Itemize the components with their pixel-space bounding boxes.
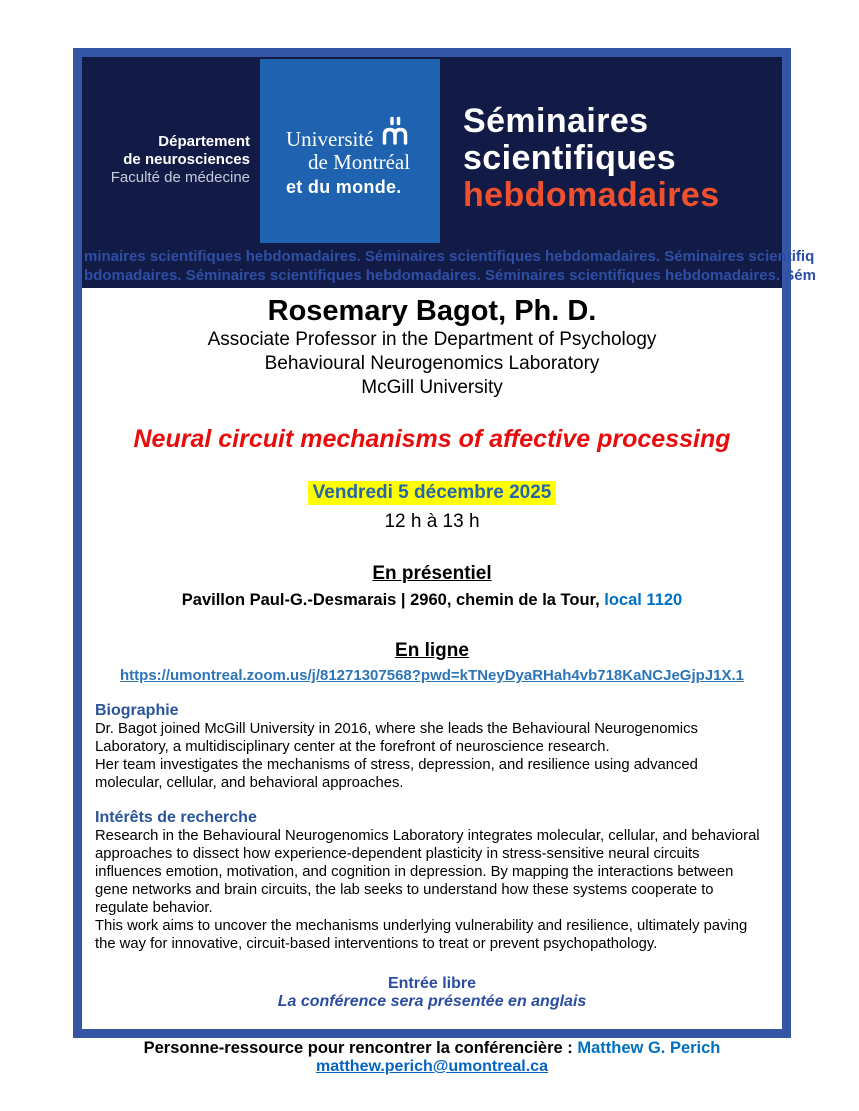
zoom-link-row [95,667,769,685]
location-room: local 1120 [604,591,683,609]
faculty-name: Faculté de médecine [110,169,250,186]
biography-paragraph-1: Dr. Bagot joined McGill University in 2016, where she leads the Behavioural Neurogenomics Laboratory, a multidisciplinary center at the forefront of neuroscience research. [95,721,698,755]
contact-email-row [95,1058,769,1076]
poster-body [82,295,782,1076]
location-text: Pavillon Paul-G.-Desmarais | 2960, chemin de la Tour, [181,591,600,609]
header-ticker [84,247,816,285]
research-paragraph-1: Research in the Behavioural Neurogenomics Laboratory integrates molecular, cellular, and behavioral approaches to dissect how experience-dependent plasticity in stress-sensitive neural circuits influences emotion, motivation, and cognition in depression. By mapping the interactions between gene networks and brain circuits, the lab seeks to understand how these systems cooperate to regulate behavior. [95,828,760,916]
poster-frame [73,48,816,1075]
research-interests-heading: Intérêts de recherche [95,809,257,826]
zoom-meeting-link[interactable]: https://umontreal.zoom.us/j/81271307568?pwd=kTNeyDyaRHah4vb718KaNCJeGjpJ1X.1 [120,667,744,684]
admission-note: Entrée libre [387,975,477,992]
talk-date-highlight: Vendredi 5 décembre 2025 [308,481,557,505]
talk-date-row [95,481,769,505]
talk-title: Neural circuit mechanisms of affective processing [133,425,731,453]
contact-line [95,1039,769,1058]
department-name-line2: de neurosciences [123,151,250,168]
in-person-heading: En présentiel [372,563,492,584]
speaker-lab: Behavioural Neurogenomics Laboratory [264,353,600,374]
speaker-title: Associate Professor in the Department of Psychology [207,329,657,350]
speaker-university: McGill University [361,377,503,398]
series-title [463,103,720,214]
udem-wordmark-line2: de Montréal [308,150,411,174]
contact-label: Personne-ressource pour rencontrer la conférencière : [143,1039,573,1057]
research-paragraph-2: This work aims to uncover the mechanisms underlying vulnerability and resilience, ultimately paving the way for innovative, circuit-based interventions to treat or prevent psychopathology. [95,918,748,952]
in-person-location [95,591,769,610]
speaker-name: Rosemary Bagot, Ph. D. [267,295,597,327]
udem-logo-icon [380,117,410,149]
contact-email-link[interactable]: matthew.perich@umontreal.ca [316,1058,548,1075]
ticker-line2: bdomadaires. Séminaires scientifiques hebdomadaires. Séminaires scientifiques hebdomadaires. Sém [84,267,816,284]
udem-tagline: et du monde. [286,177,402,197]
department-name-line1: Département [158,133,250,150]
series-title-line3: hebdomadaires [463,176,720,214]
biography-paragraph-2: Her team investigates the mechanisms of stress, depression, and resilience using advanced molecular, cellular, and behavioral approaches. [95,757,698,791]
series-title-line1: Séminaires [463,102,649,140]
udem-wordmark-line1: Université [286,127,374,151]
language-note: La conférence sera présentée en anglais [277,993,587,1010]
online-heading: En ligne [395,640,469,661]
series-title-line2: scientifiques [463,139,677,177]
department-block [82,133,250,187]
talk-time: 12 h à 13 h [384,511,480,532]
ticker-line1: minaires scientifiques hebdomadaires. Séminaires scientifiques hebdomadaires. Séminaires scientifiq [84,248,815,265]
poster-header [82,57,816,288]
udem-logo-box [260,59,440,243]
udem-wordmark [286,117,410,174]
contact-person-name: Matthew G. Perich [577,1039,721,1057]
biography-heading: Biographie [95,702,179,719]
